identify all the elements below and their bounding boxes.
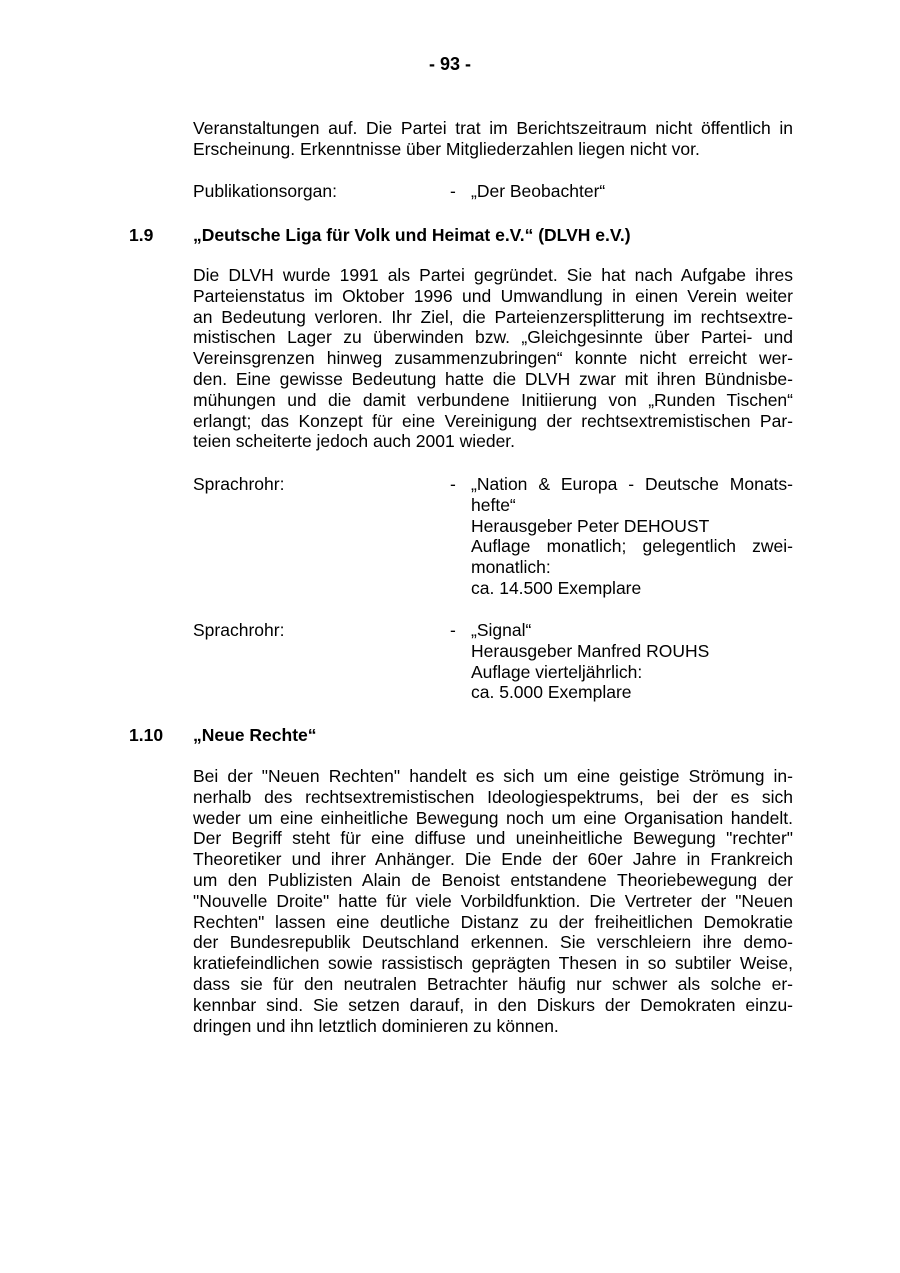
intro-paragraph [193, 118, 793, 160]
text-line: weder um eine einheitliche Bewegung noch um eine Organisation handelt. [193, 807, 793, 828]
text-line: erlangt; das Konzept für eine Vereinigung der rechtsextremistischen Par- [193, 410, 793, 431]
text-line: „Nation & Europa - Deutsche Monats- [471, 474, 793, 494]
organ-details [471, 474, 793, 599]
text-line: ca. 14.500 Exemplare [471, 577, 642, 598]
section-number: 1.10 [129, 725, 164, 745]
publication-label: Publikationsorgan: [193, 181, 337, 201]
organ-label: Sprachrohr: [193, 620, 285, 640]
text-line: Parteienstatus im Oktober 1996 und Umwandlung in einen Verein weiter [193, 285, 793, 306]
text-line: teien scheiterte jedoch auch 2001 wieder. [193, 431, 516, 452]
text-line: Die DLVH wurde 1991 als Partei gegründet. Sie hat nach Aufgabe ihres [193, 265, 793, 285]
text-line: nerhalb des rechtsextremistischen Ideologiespektrums, bei der es sich [193, 786, 793, 807]
text-line: Bei der "Neuen Rechten" handelt es sich um eine geistige Strömung in- [193, 766, 793, 786]
text-line: dringen und ihn letztlich dominieren zu können. [193, 1015, 559, 1036]
section-1-9-paragraph [193, 265, 793, 452]
text-line: kennbar sind. Sie setzen darauf, in den Diskurs der Demokraten einzu- [193, 994, 793, 1015]
text-line: „Signal“ [471, 620, 532, 640]
section-number: 1.9 [129, 225, 154, 245]
text-line: Auflage vierteljährlich: [471, 661, 643, 682]
organ-label: Sprachrohr: [193, 474, 285, 494]
page-number: - 93 - [428, 54, 471, 74]
text-line: "Nouvelle Droite" hatte für viele Vorbildfunktion. Die Vertreter der "Neuen [193, 890, 793, 911]
text-line: Erscheinung. Erkenntnisse über Mitgliederzahlen liegen nicht vor. [193, 138, 700, 159]
text-line: ca. 5.000 Exemplare [471, 682, 632, 703]
text-line: Vereinsgrenzen hinweg zusammenzubringen“ konnte nicht erreicht wer- [193, 348, 793, 369]
organ-dash: - [450, 474, 456, 494]
section-1-10-paragraph [193, 766, 793, 1036]
text-line: Theoretiker und ihrer Anhänger. Die Ende der 60er Jahre in Frankreich [193, 849, 793, 870]
publication-value: „Der Beobachter“ [471, 181, 606, 201]
text-line: den. Eine gewisse Bedeutung hatte die DLVH zwar mit ihren Bündnisbe- [193, 368, 793, 389]
text-line: Herausgeber Peter DEHOUST [471, 515, 710, 536]
text-line: um den Publizisten Alain de Benoist entstandene Theoriebewegung der [193, 869, 793, 890]
text-line: Auflage monatlich; gelegentlich zwei- [471, 536, 793, 557]
publication-dash: - [450, 181, 456, 201]
text-line: an Bedeutung verloren. Ihr Ziel, die Parteienzersplitterung im rechtsextre- [193, 306, 793, 327]
text-line: mühungen und die damit verbundene Initiierung von „Runden Tischen“ [193, 389, 793, 410]
text-line: Der Begriff steht für eine diffuse und uneinheitliche Bewegung "rechter" [193, 828, 793, 849]
text-line: kratiefeindlichen sowie rassistisch geprägten Thesen in so subtiler Weise, [193, 953, 793, 974]
section-title: „Neue Rechte“ [193, 725, 317, 745]
organ-dash: - [450, 620, 456, 640]
text-line: Veranstaltungen auf. Die Partei trat im Berichtszeitraum nicht öffentlich in [193, 118, 793, 138]
text-line: mistischen Lager zu überwinden bzw. „Gleichgesinnte über Partei- und [193, 327, 793, 348]
text-line: Rechten" lassen eine deutliche Distanz zu der freiheitlichen Demokratie [193, 911, 793, 932]
organ-details [471, 620, 793, 703]
section-title: „Deutsche Liga für Volk und Heimat e.V.“ (DLVH e.V.) [193, 225, 631, 245]
text-line: monatlich: [471, 557, 551, 578]
text-line: hefte“ [471, 494, 516, 515]
text-line: der Bundesrepublik Deutschland erkennen. Sie verschleiern ihre demo- [193, 932, 793, 953]
text-line: Herausgeber Manfred ROUHS [471, 640, 710, 661]
text-line: dass sie für den neutralen Betrachter häufig nur schwer als solche er- [193, 973, 793, 994]
